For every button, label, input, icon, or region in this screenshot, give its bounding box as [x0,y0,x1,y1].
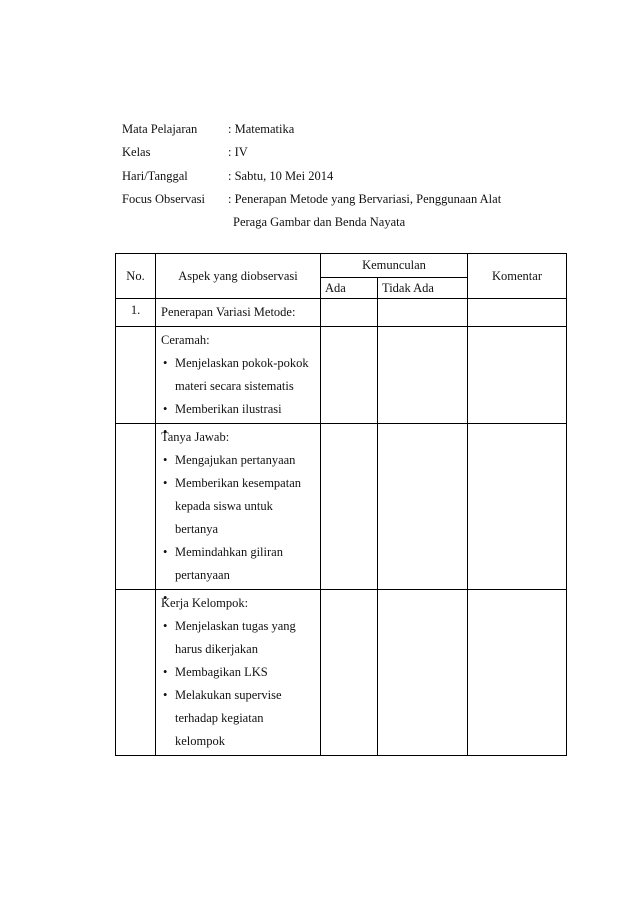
header-row-mata-pelajaran [122,118,501,141]
section-title: Ceramah: [161,333,210,347]
list-item: • Memberikan ilustrasi [161,398,316,421]
row-aspek: Penerapan Variasi Metode: [156,299,321,327]
cell-tidak-ada [378,590,468,756]
header-label: Kelas [122,145,151,160]
header-value: : IV [228,145,248,160]
list-item: • Memberikan kesempatan kepada siswa untuk bertanya [161,472,316,541]
cell-komentar [468,590,567,756]
col-header-no: No. [116,254,156,299]
header-row-kelas [122,141,501,164]
bullet-list [161,449,316,587]
row-number [116,327,156,424]
cell-ada [321,299,378,327]
section-tanya-jawab [156,424,321,590]
list-item: • Menjelaskan pokok-pokok materi secara sistematis [161,352,316,398]
col-header-aspek: Aspek yang diobservasi [156,254,321,299]
cell-komentar [468,424,567,590]
cell-tidak-ada [378,424,468,590]
cell-ada [321,424,378,590]
document-header [122,118,501,234]
table-row [116,299,567,327]
section-kerja-kelompok [156,590,321,756]
cell-tidak-ada [378,327,468,424]
row-number: 1. [116,299,156,327]
header-label: Focus Observasi [122,191,205,206]
col-header-tidak-ada: Tidak Ada [378,278,468,299]
header-value: : Matematika [228,122,295,136]
cell-ada [321,327,378,424]
bullet-list [161,615,316,753]
header-focus-continuation: Peraga Gambar dan Benda Nayata [233,215,406,230]
cell-komentar [468,299,567,327]
header-value: : Sabtu, 10 Mei 2014 [228,168,334,183]
list-item: • Menjelaskan tugas yang harus dikerjakan [161,615,316,661]
list-item: • Mengajukan pertanyaan [161,449,316,472]
col-header-komentar: Komentar [468,254,567,299]
header-row-hari-tanggal [122,165,501,188]
cell-tidak-ada [378,299,468,327]
section-ceramah [156,327,321,424]
row-number [116,590,156,756]
header-value: : Penerapan Metode yang Bervariasi, Penggunaan Alat [228,191,502,206]
table-header-row [116,254,567,278]
table-row-tanya-jawab [116,424,567,590]
section-title: Tanya Jawab: [161,430,230,444]
table-row-kerja-kelompok [116,590,567,756]
header-label: Hari/Tanggal [122,168,188,183]
row-number [116,424,156,590]
observation-table [115,253,567,756]
section-title: Kerja Kelompok: [161,596,249,610]
bullet-list [161,352,316,421]
cell-ada [321,590,378,756]
list-item: • Membagikan LKS [161,661,316,684]
header-label: Mata Pelajaran [122,122,198,136]
cell-komentar [468,327,567,424]
col-header-ada: Ada [321,278,378,299]
header-row-focus-observasi [122,188,501,211]
col-header-kemunculan: Kemunculan [321,254,468,278]
table-row-ceramah [116,327,567,424]
list-item: • Memindahkan giliran pertanyaan [161,541,316,587]
list-item: • Melakukan supervise terhadap kegiatan kelompok [161,684,316,753]
